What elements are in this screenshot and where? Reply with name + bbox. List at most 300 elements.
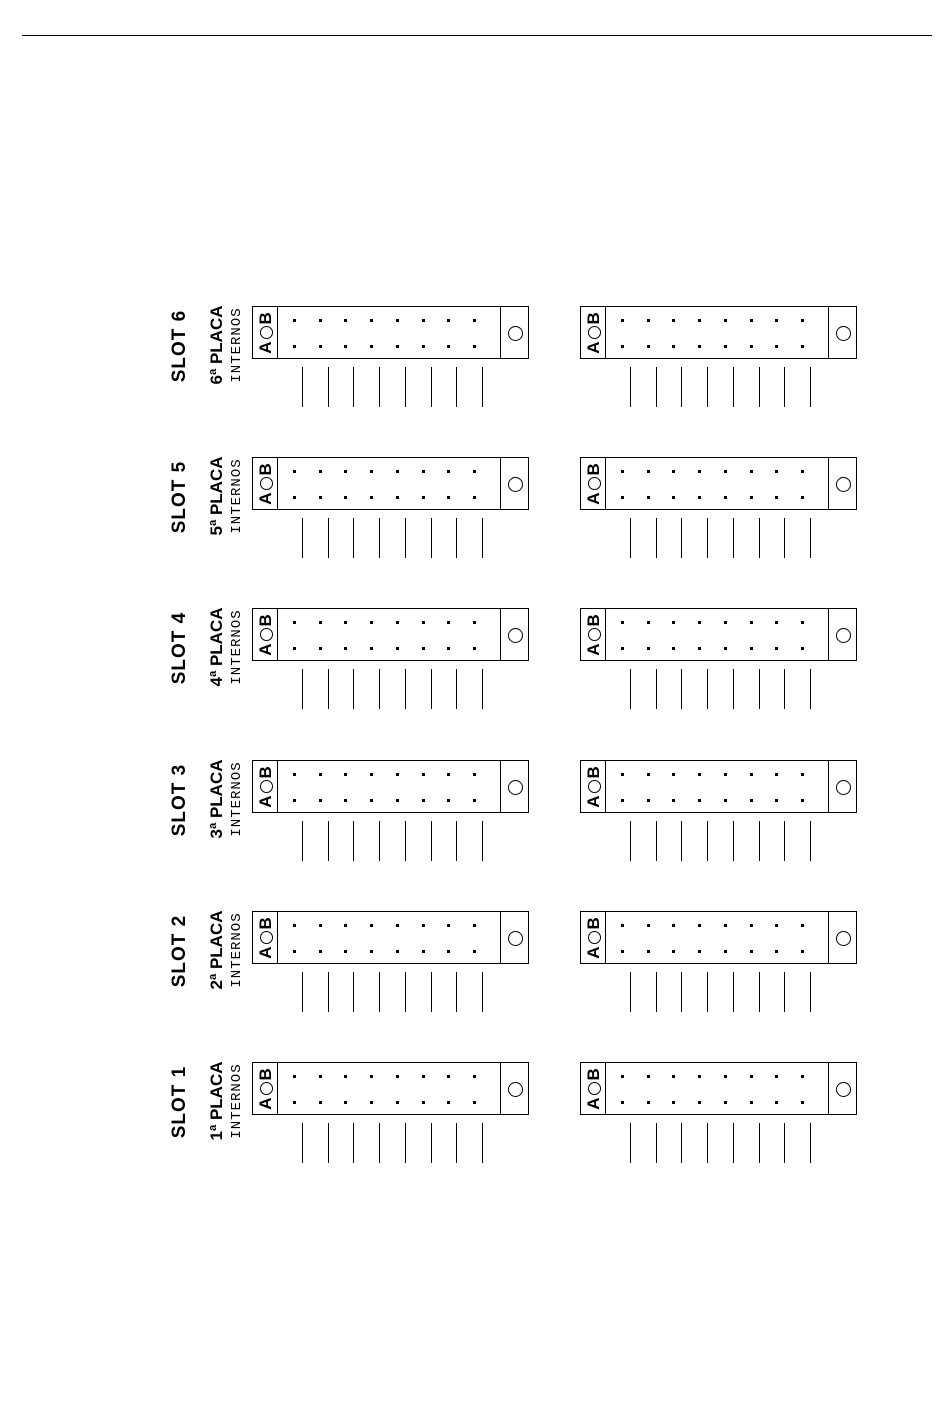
- pin: [319, 924, 322, 927]
- pin: [750, 799, 753, 802]
- pin: [473, 345, 476, 348]
- slot-row: [0, 592, 950, 702]
- ab-selector: [580, 457, 606, 510]
- wire: [759, 367, 760, 407]
- wire: [353, 821, 354, 861]
- pin: [698, 1075, 701, 1078]
- wire: [302, 669, 303, 709]
- pin: [621, 950, 624, 953]
- b-label: B: [256, 1068, 275, 1081]
- wire: [328, 821, 329, 861]
- b-label: B: [256, 312, 275, 325]
- wire: [379, 821, 380, 861]
- wire: [379, 518, 380, 558]
- mounting-tab: [500, 457, 529, 510]
- wire: [733, 1123, 734, 1163]
- a-label: A: [256, 1097, 275, 1110]
- pin: [319, 319, 322, 322]
- pin: [370, 496, 373, 499]
- wire: [328, 367, 329, 407]
- mounting-hole-icon: [508, 1082, 523, 1097]
- pin: [422, 647, 425, 650]
- wire: [431, 821, 432, 861]
- wire: [328, 1123, 329, 1163]
- pin: [344, 1101, 347, 1104]
- wire: [656, 1123, 657, 1163]
- pin: [801, 950, 804, 953]
- pin: [672, 950, 675, 953]
- pin-header: [605, 760, 829, 813]
- wire: [302, 367, 303, 407]
- ab-selector: [580, 911, 606, 964]
- pin: [344, 647, 347, 650]
- pin: [422, 799, 425, 802]
- ab-selector: [252, 306, 278, 359]
- pin-header: [605, 457, 829, 510]
- connector-left: [252, 306, 529, 359]
- pin: [396, 950, 399, 953]
- pin: [473, 470, 476, 473]
- pin: [801, 496, 804, 499]
- wire: [707, 1123, 708, 1163]
- pin: [293, 799, 296, 802]
- pin: [647, 1075, 650, 1078]
- wire: [353, 367, 354, 407]
- wire: [353, 972, 354, 1012]
- wire: [733, 669, 734, 709]
- mounting-hole-icon: [508, 931, 523, 946]
- mounting-tab: [500, 760, 529, 813]
- wire: [810, 669, 811, 709]
- wire: [681, 1123, 682, 1163]
- pin: [647, 799, 650, 802]
- pin-header: [277, 1062, 501, 1115]
- wire: [379, 367, 380, 407]
- pin-header: [605, 306, 829, 359]
- slot-label: SLOT 1: [169, 1065, 190, 1139]
- pin: [621, 345, 624, 348]
- pin: [473, 496, 476, 499]
- wire-group-right: [618, 367, 818, 407]
- internos-label: INTERNOS: [229, 609, 245, 685]
- a-label: A: [584, 492, 603, 505]
- wire: [707, 518, 708, 558]
- pin: [473, 924, 476, 927]
- pin: [698, 773, 701, 776]
- wire: [656, 669, 657, 709]
- pin: [775, 1101, 778, 1104]
- connector-left: [252, 760, 529, 813]
- pin: [750, 950, 753, 953]
- pin: [775, 470, 778, 473]
- wire: [431, 669, 432, 709]
- mounting-tab: [500, 1062, 529, 1115]
- pin: [724, 1101, 727, 1104]
- selector-ring-icon: [588, 327, 601, 340]
- wire: [759, 518, 760, 558]
- slot-label: SLOT 2: [169, 914, 190, 988]
- pin-header: [277, 911, 501, 964]
- wire: [681, 669, 682, 709]
- a-label: A: [584, 643, 603, 656]
- pin: [370, 1075, 373, 1078]
- pin: [370, 924, 373, 927]
- pin: [370, 950, 373, 953]
- wire: [810, 821, 811, 861]
- pin: [775, 319, 778, 322]
- pin: [801, 1075, 804, 1078]
- placa-label: 1ª PLACA: [207, 1061, 226, 1141]
- pin: [724, 621, 727, 624]
- wire: [302, 972, 303, 1012]
- pin: [801, 621, 804, 624]
- pin: [750, 773, 753, 776]
- wire: [431, 367, 432, 407]
- pin: [319, 1101, 322, 1104]
- selector-ring-icon: [260, 932, 273, 945]
- wire: [353, 1123, 354, 1163]
- pin: [621, 470, 624, 473]
- wire: [784, 1123, 785, 1163]
- pin: [293, 924, 296, 927]
- mounting-tab: [828, 911, 857, 964]
- pin: [319, 1075, 322, 1078]
- slot-label: SLOT 6: [169, 309, 190, 383]
- pin: [672, 924, 675, 927]
- mounting-hole-icon: [508, 477, 523, 492]
- pin: [775, 496, 778, 499]
- pin: [370, 345, 373, 348]
- pin: [672, 1101, 675, 1104]
- a-label: A: [256, 946, 275, 959]
- pin: [621, 319, 624, 322]
- wire: [456, 518, 457, 558]
- pin: [319, 345, 322, 348]
- wire-group-right: [618, 1123, 818, 1163]
- slot-label: SLOT 3: [169, 763, 190, 837]
- placa-label: 2ª PLACA: [207, 910, 226, 990]
- wire: [328, 972, 329, 1012]
- pin: [647, 950, 650, 953]
- selector-ring-icon: [588, 1083, 601, 1096]
- pin: [344, 924, 347, 927]
- b-label: B: [584, 766, 603, 779]
- pin: [724, 496, 727, 499]
- b-label: B: [584, 614, 603, 627]
- wire: [733, 518, 734, 558]
- wire: [810, 1123, 811, 1163]
- mounting-hole-icon: [836, 628, 851, 643]
- pin: [698, 345, 701, 348]
- pin: [344, 470, 347, 473]
- wire-group-left: [290, 669, 490, 709]
- wire: [482, 821, 483, 861]
- selector-ring-icon: [260, 629, 273, 642]
- pin: [370, 319, 373, 322]
- pin: [750, 345, 753, 348]
- wire: [405, 1123, 406, 1163]
- connector-right: [580, 306, 857, 359]
- internos-label: INTERNOS: [229, 1063, 245, 1139]
- pin: [447, 1101, 450, 1104]
- pin: [396, 924, 399, 927]
- pin: [647, 345, 650, 348]
- pin: [319, 470, 322, 473]
- wire: [784, 367, 785, 407]
- connector-left: [252, 608, 529, 661]
- wire: [630, 669, 631, 709]
- wire: [431, 972, 432, 1012]
- pin: [447, 924, 450, 927]
- mounting-tab: [828, 1062, 857, 1115]
- mounting-tab: [500, 911, 529, 964]
- mounting-hole-icon: [508, 780, 523, 795]
- pin: [724, 470, 727, 473]
- pin: [473, 1075, 476, 1078]
- mounting-tab: [500, 306, 529, 359]
- pin: [750, 647, 753, 650]
- ab-selector: [580, 760, 606, 813]
- pin: [724, 773, 727, 776]
- pin: [447, 950, 450, 953]
- pin: [801, 470, 804, 473]
- pin: [672, 1075, 675, 1078]
- pin: [344, 950, 347, 953]
- pin: [396, 1101, 399, 1104]
- b-label: B: [256, 766, 275, 779]
- slot-row: [0, 744, 950, 854]
- pin: [698, 319, 701, 322]
- connector-right: [580, 608, 857, 661]
- wire: [405, 518, 406, 558]
- pin: [473, 621, 476, 624]
- wire: [681, 367, 682, 407]
- wire: [810, 518, 811, 558]
- wire: [456, 669, 457, 709]
- wire: [759, 669, 760, 709]
- mounting-tab: [828, 306, 857, 359]
- a-label: A: [256, 643, 275, 656]
- pin: [473, 799, 476, 802]
- selector-ring-icon: [588, 932, 601, 945]
- pin: [473, 319, 476, 322]
- placa-label: 5ª PLACA: [207, 456, 226, 536]
- pin: [447, 345, 450, 348]
- connector-left: [252, 1062, 529, 1115]
- b-label: B: [584, 1068, 603, 1081]
- pin: [344, 1075, 347, 1078]
- connector-right: [580, 911, 857, 964]
- pin: [724, 319, 727, 322]
- wire-group-left: [290, 821, 490, 861]
- pin: [621, 1075, 624, 1078]
- mounting-hole-icon: [508, 326, 523, 341]
- slot-row: [0, 1046, 950, 1156]
- pin: [447, 773, 450, 776]
- pin-header: [605, 911, 829, 964]
- pin: [672, 496, 675, 499]
- a-label: A: [584, 341, 603, 354]
- placa-label: 4ª PLACA: [207, 607, 226, 687]
- wire-group-left: [290, 367, 490, 407]
- pin: [801, 799, 804, 802]
- wire: [482, 669, 483, 709]
- pin: [319, 950, 322, 953]
- pin: [422, 773, 425, 776]
- pin: [647, 496, 650, 499]
- a-label: A: [584, 795, 603, 808]
- pin: [672, 621, 675, 624]
- pin: [396, 773, 399, 776]
- connector-right: [580, 760, 857, 813]
- pin: [801, 1101, 804, 1104]
- wire: [482, 367, 483, 407]
- pin: [293, 1075, 296, 1078]
- pin: [319, 496, 322, 499]
- pin: [750, 1101, 753, 1104]
- selector-ring-icon: [260, 781, 273, 794]
- wire: [405, 367, 406, 407]
- pin: [621, 621, 624, 624]
- wire: [431, 1123, 432, 1163]
- wire: [707, 972, 708, 1012]
- pin: [724, 647, 727, 650]
- pin: [647, 1101, 650, 1104]
- slot-row: [0, 895, 950, 1005]
- pin: [319, 773, 322, 776]
- pin: [775, 773, 778, 776]
- wire: [482, 1123, 483, 1163]
- pin: [396, 1075, 399, 1078]
- ab-selector: [252, 760, 278, 813]
- pin: [319, 799, 322, 802]
- b-label: B: [256, 917, 275, 930]
- pin: [801, 345, 804, 348]
- wire: [353, 669, 354, 709]
- pin: [775, 950, 778, 953]
- wire: [681, 821, 682, 861]
- selector-ring-icon: [260, 478, 273, 491]
- pin: [621, 647, 624, 650]
- pin: [396, 647, 399, 650]
- pin: [396, 345, 399, 348]
- placa-label: 6ª PLACA: [207, 305, 226, 385]
- wire: [405, 821, 406, 861]
- mounting-tab: [500, 608, 529, 661]
- pin: [344, 496, 347, 499]
- ab-selector: [252, 457, 278, 510]
- pin: [293, 470, 296, 473]
- pin: [422, 496, 425, 499]
- a-label: A: [256, 795, 275, 808]
- wire: [302, 1123, 303, 1163]
- ab-selector: [252, 608, 278, 661]
- pin: [344, 799, 347, 802]
- pin: [344, 345, 347, 348]
- a-label: A: [584, 1097, 603, 1110]
- wire: [456, 821, 457, 861]
- pin: [647, 773, 650, 776]
- pin: [396, 319, 399, 322]
- connector-right: [580, 457, 857, 510]
- pin-header: [605, 608, 829, 661]
- pin: [370, 470, 373, 473]
- pin: [621, 496, 624, 499]
- pin: [698, 496, 701, 499]
- pin: [672, 319, 675, 322]
- pin-header: [605, 1062, 829, 1115]
- selector-ring-icon: [260, 1083, 273, 1096]
- wire: [681, 972, 682, 1012]
- pin: [422, 345, 425, 348]
- ab-selector: [580, 608, 606, 661]
- pin: [344, 773, 347, 776]
- pin: [775, 345, 778, 348]
- pin: [647, 647, 650, 650]
- pin: [750, 470, 753, 473]
- wire-group-left: [290, 1123, 490, 1163]
- pin: [422, 1101, 425, 1104]
- pin: [396, 799, 399, 802]
- wire: [405, 972, 406, 1012]
- pin: [801, 924, 804, 927]
- pin: [396, 496, 399, 499]
- internos-label: INTERNOS: [229, 761, 245, 837]
- wire: [810, 972, 811, 1012]
- slot-label: SLOT 5: [169, 460, 190, 534]
- pin: [698, 799, 701, 802]
- mounting-hole-icon: [836, 477, 851, 492]
- pin: [750, 319, 753, 322]
- pin: [370, 773, 373, 776]
- a-label: A: [584, 946, 603, 959]
- wire: [328, 518, 329, 558]
- pin: [293, 319, 296, 322]
- mounting-hole-icon: [836, 780, 851, 795]
- mounting-tab: [828, 457, 857, 510]
- pin: [775, 924, 778, 927]
- pin: [293, 496, 296, 499]
- wire-group-right: [618, 518, 818, 558]
- pin: [422, 621, 425, 624]
- mounting-hole-icon: [836, 326, 851, 341]
- pin: [422, 470, 425, 473]
- wire-group-left: [290, 972, 490, 1012]
- wire: [681, 518, 682, 558]
- wire: [656, 367, 657, 407]
- mounting-tab: [828, 608, 857, 661]
- internos-label: INTERNOS: [229, 912, 245, 988]
- pin: [447, 319, 450, 322]
- pin-header: [277, 608, 501, 661]
- pin: [370, 1101, 373, 1104]
- pin: [698, 924, 701, 927]
- ab-selector: [252, 911, 278, 964]
- pin: [698, 470, 701, 473]
- connector-right: [580, 1062, 857, 1115]
- pin: [396, 470, 399, 473]
- a-label: A: [256, 341, 275, 354]
- pin: [370, 647, 373, 650]
- pin: [698, 647, 701, 650]
- pin-header: [277, 760, 501, 813]
- wire: [482, 972, 483, 1012]
- wire: [302, 821, 303, 861]
- pin: [447, 621, 450, 624]
- wire: [302, 518, 303, 558]
- wire: [630, 367, 631, 407]
- wire: [656, 821, 657, 861]
